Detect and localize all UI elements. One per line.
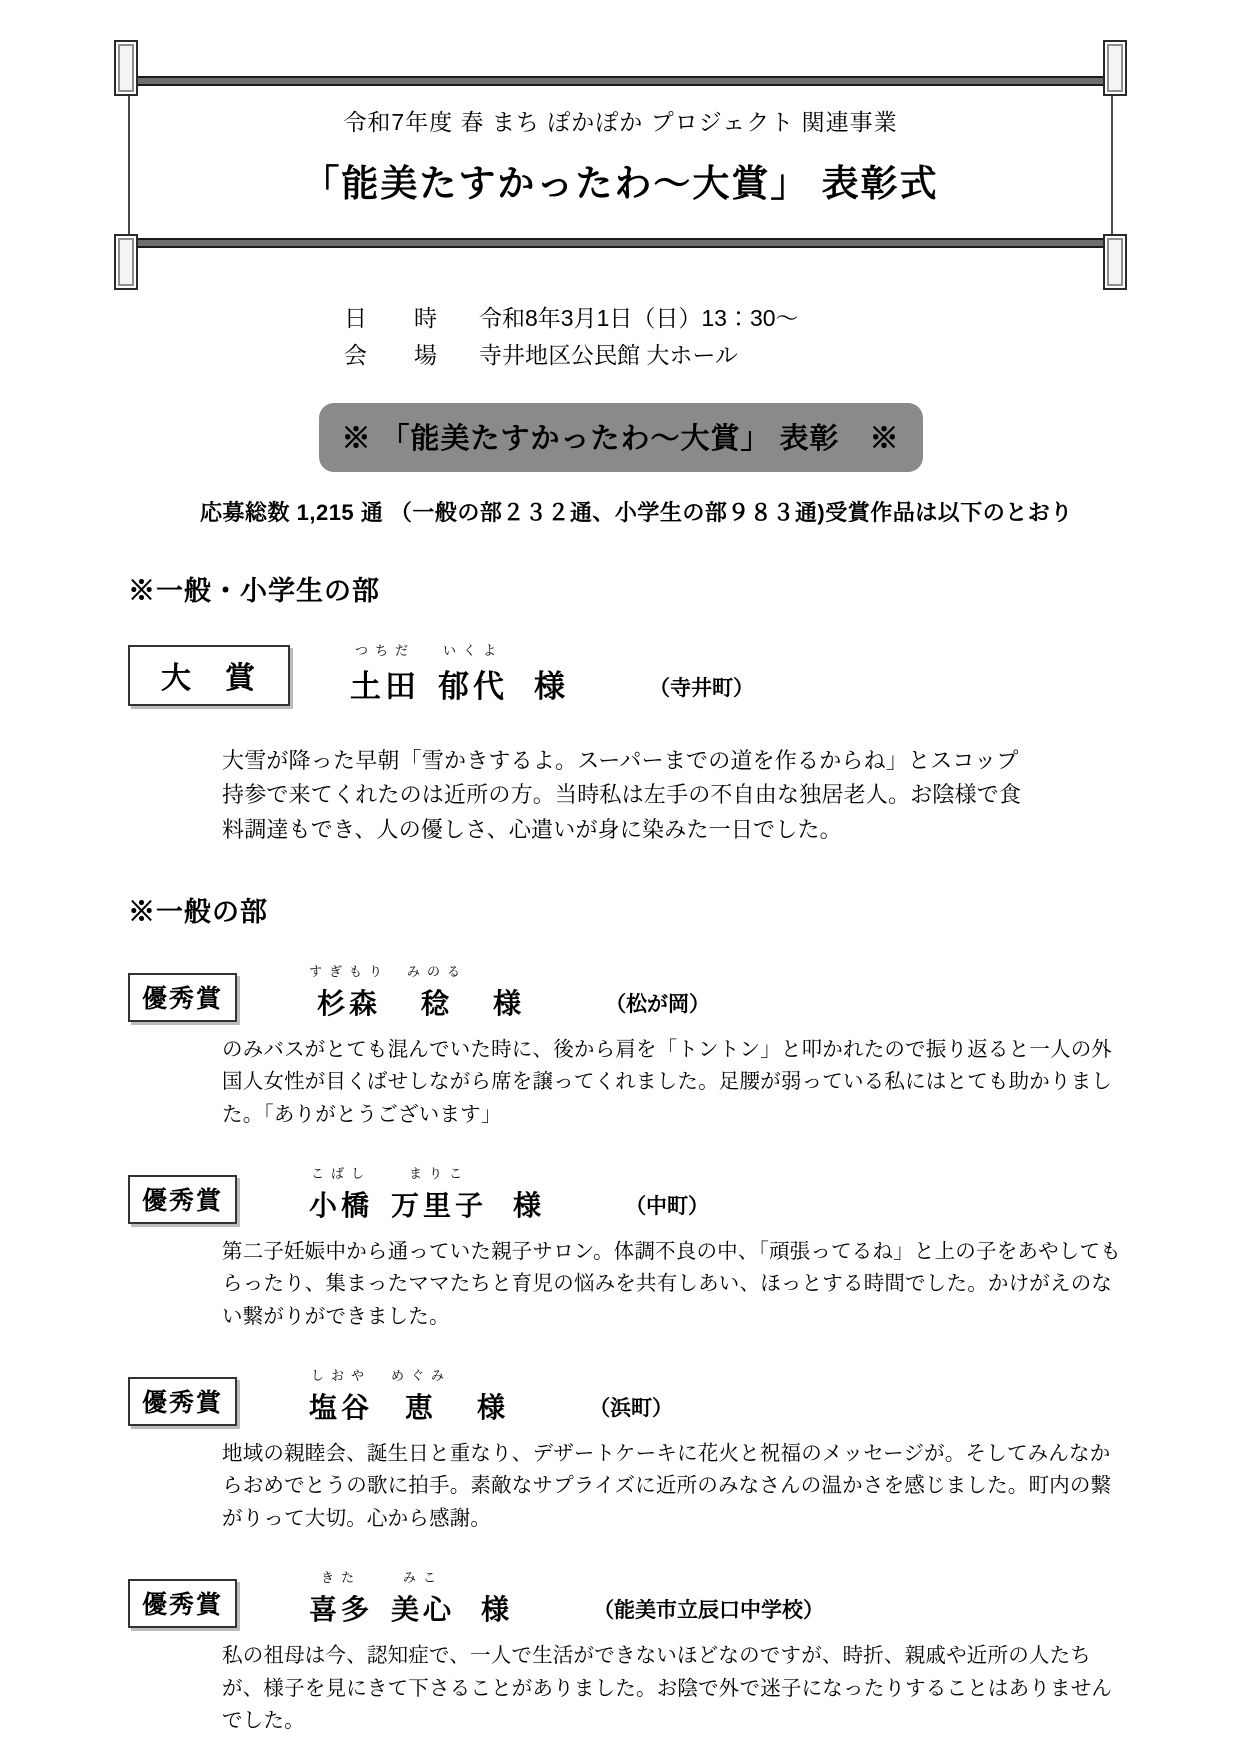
honorific: 様	[513, 1189, 542, 1221]
winner-givenname-group	[391, 1163, 487, 1224]
section-heading-general: ※一般の部	[128, 896, 268, 927]
surname-furigana: すぎもり	[309, 963, 390, 979]
award-story: のみバスがとても混んでいた時に、後から肩を「トントン」と叩かれたので振り返ると一人の外国人女性が目くばせしながら席を譲ってくれました。足腰が弱っている私にはとても助かりました。「ありがとうございます」	[222, 1037, 1113, 1126]
award-entry-excellence-4	[128, 1567, 1113, 1737]
winner-name	[350, 640, 565, 706]
award-name-row	[128, 961, 1113, 1022]
award-story: 第二子妊娠中から通っていた親子サロン。体調不良の中、「頑張ってるね」と上の子をあやしてもらったり、集まったママたちと育児の悩みを共有しあい、ほっとする時間でした。かけがえのない繋がりができました。	[222, 1239, 1121, 1328]
award-label-box	[128, 973, 237, 1022]
surname: 土田	[350, 668, 420, 704]
surname-furigana: こばし	[311, 1165, 372, 1181]
award-name-row	[128, 1365, 1113, 1426]
award-label: 大 賞	[161, 661, 257, 695]
winner-givenname-group	[391, 1567, 455, 1628]
winner-location: （中町）	[625, 1194, 710, 1218]
honorific: 様	[493, 987, 522, 1019]
scroll-rod-bottom-right	[1103, 234, 1127, 290]
award-entry-grand	[128, 640, 1113, 848]
scroll-rod-bottom-left	[114, 234, 138, 290]
award-entry-excellence-3	[128, 1365, 1113, 1535]
award-label: 優秀賞	[142, 984, 224, 1013]
winner-surname-group	[309, 1163, 373, 1224]
scroll-rod-top-left	[114, 40, 138, 96]
title-scroll-frame	[128, 40, 1113, 288]
honorific: 様	[481, 1594, 510, 1626]
award-story: 私の祖母は今、認知症で、一人で生活ができないほどなのですが、時折、親戚や近所の人たちが、様子を見にきて下さることがありました。お陰で外で迷子になったりすることはありませんでした。	[222, 1644, 1113, 1732]
givenname-furigana: みのる	[407, 963, 468, 979]
event-subtitle: 令和7年度 春 まち ぽかぽか プロジェクト 関連事業	[343, 109, 898, 135]
surname: 塩谷	[309, 1392, 374, 1423]
date-value: 令和8年3月1日（日）13：30～	[479, 305, 799, 331]
winner-name	[309, 1365, 505, 1426]
title-block	[128, 104, 1113, 207]
award-label: 優秀賞	[142, 1591, 224, 1620]
winner-location: （浜町）	[589, 1397, 674, 1420]
scroll-bottom-bar	[115, 238, 1126, 248]
entry-summary: 応募総数 1,215 通 （一般の部２３２通、小学生の部９８３通)受賞作品は以下のとおり	[200, 499, 1073, 525]
givenname: 稔	[421, 987, 454, 1019]
award-label-box	[128, 1579, 237, 1628]
award-story: 地域の親睦会、誕生日と重なり、デザートケーキに花火と祝福のメッセージが。そしてみんなからおめでとうの歌に拍手。素敵なサプライズに近所のみなさんの温かさを感じました。町内の繋がりって大切。心から感謝。	[222, 1442, 1112, 1530]
winner-surname-group	[309, 1365, 373, 1426]
surname-furigana: しおや	[311, 1368, 372, 1383]
award-label-box	[128, 645, 290, 706]
award-name-row	[128, 640, 1113, 706]
surname: 杉森	[317, 987, 382, 1019]
event-date-row	[344, 300, 1113, 337]
event-venue-row	[344, 337, 1113, 374]
winner-givenname-group	[438, 640, 508, 706]
winner-name	[309, 1567, 509, 1628]
givenname-furigana: みこ	[403, 1570, 444, 1586]
winner-name	[309, 961, 521, 1022]
givenname: 恵	[405, 1392, 438, 1423]
winner-givenname-group	[407, 961, 467, 1022]
winner-location: （松が岡）	[605, 992, 711, 1016]
givenname: 万里子	[391, 1189, 488, 1221]
award-name-row	[128, 1567, 1113, 1628]
givenname-furigana: まりこ	[409, 1165, 470, 1181]
surname: 喜多	[309, 1594, 374, 1626]
surname-furigana: きた	[321, 1570, 362, 1586]
givenname-furigana: めぐみ	[391, 1368, 452, 1383]
surname-furigana: つちだ	[354, 642, 415, 658]
award-entry-excellence-1	[128, 961, 1113, 1131]
section-heading-general-elementary: ※一般・小学生の部	[128, 575, 380, 606]
award-label: 優秀賞	[142, 1389, 224, 1417]
award-name-row	[128, 1163, 1113, 1224]
event-title: 「能美たすかったわ～大賞」 表彰式	[302, 163, 939, 204]
award-story: 大雪が降った早朝「雪かきするよ。スーパーまでの道を作るからね」とスコップ持参で来てくれたのは近所の方。当時私は左手の不自由な独居老人。お陰様で食料調達もでき、人の優しさ、心遣いが身に染みた一日でした。	[222, 747, 1022, 842]
event-info	[344, 300, 1113, 375]
givenname-furigana: いくよ	[442, 642, 503, 658]
award-label-box	[128, 1377, 237, 1426]
winner-location: （能美市立辰口中学校）	[593, 1599, 825, 1623]
venue-value: 寺井地区公民館 大ホール	[479, 342, 738, 369]
winner-surname-group	[309, 1567, 373, 1628]
award-label-box	[128, 1175, 237, 1224]
winner-surname-group	[309, 961, 389, 1022]
honorific: 様	[477, 1392, 506, 1423]
honorific: 様	[534, 668, 565, 704]
award-label: 優秀賞	[142, 1186, 224, 1215]
date-label: 日 時	[344, 305, 449, 331]
givenname: 郁代	[438, 668, 508, 704]
winner-name	[309, 1163, 541, 1224]
award-section-banner: ※ 「能美たすかったわ～大賞」 表彰 ※	[319, 403, 923, 472]
award-entry-excellence-2	[128, 1163, 1121, 1333]
venue-label: 会 場	[344, 342, 449, 369]
winner-surname-group	[350, 640, 420, 706]
surname: 小橋	[309, 1189, 374, 1221]
scroll-top-bar	[115, 76, 1126, 86]
scroll-rod-top-right	[1103, 40, 1127, 96]
winner-location: （寺井町）	[649, 676, 754, 700]
givenname: 美心	[391, 1594, 456, 1626]
winner-givenname-group	[391, 1365, 451, 1426]
